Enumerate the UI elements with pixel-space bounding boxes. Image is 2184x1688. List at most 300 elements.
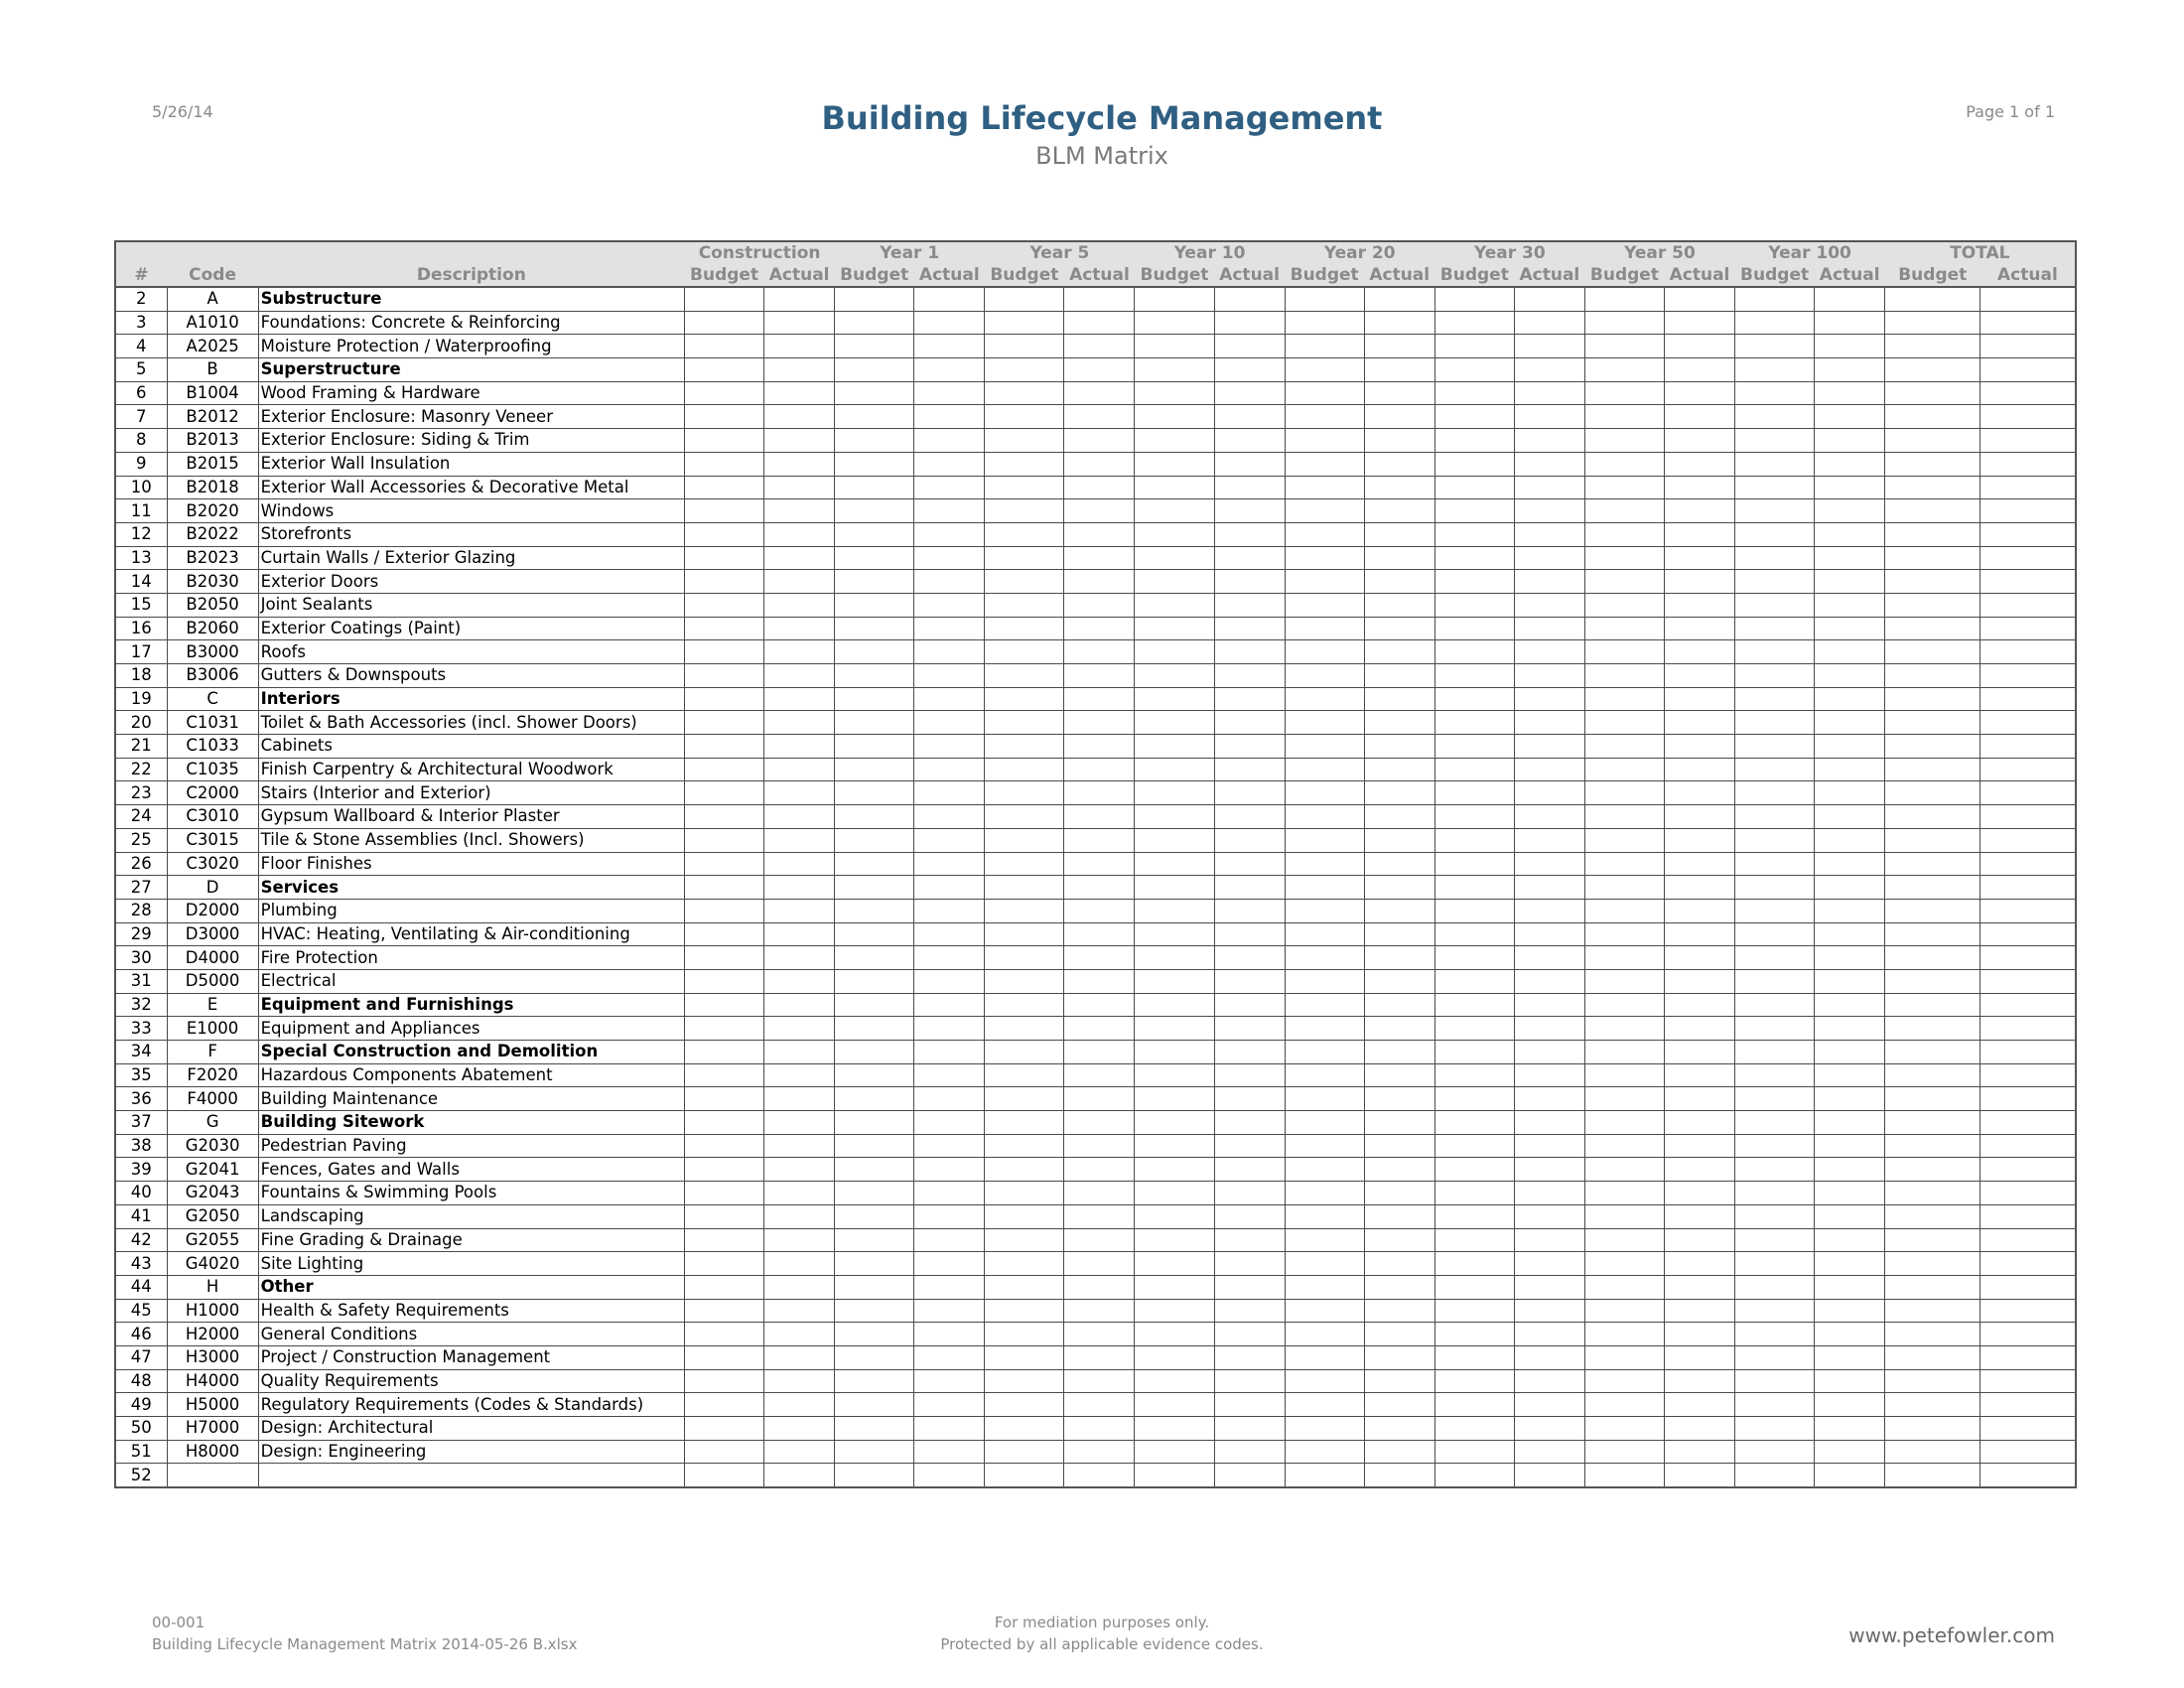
budget-cell [1735,546,1815,570]
actual-cell [1980,1041,2076,1064]
row-description: Regulatory Requirements (Codes & Standards) [258,1393,684,1417]
actual-cell [764,1345,835,1369]
row-description: Fine Grading & Drainage [258,1228,684,1252]
actual-cell [1980,335,2076,358]
actual-cell [1815,640,1885,664]
budget-cell [985,452,1064,476]
budget-cell [1434,876,1514,900]
row-code: B2012 [167,405,258,429]
actual-cell [1815,1158,1885,1182]
actual-cell [1664,1464,1734,1487]
column-header-budget: Budget [1885,264,1980,287]
actual-cell [1214,758,1285,781]
budget-cell [835,1323,914,1346]
budget-cell [985,1158,1064,1182]
budget-cell [985,1111,1064,1135]
budget-cell [1434,522,1514,546]
budget-cell [1735,781,1815,805]
actual-cell [764,1111,835,1135]
budget-cell [1285,1369,1364,1393]
actual-cell [764,781,835,805]
actual-cell [914,335,985,358]
budget-cell [1135,381,1214,405]
budget-cell [1735,1440,1815,1464]
actual-cell [1980,946,2076,970]
budget-cell [1584,358,1664,382]
actual-cell [1064,946,1135,970]
actual-cell [914,1323,985,1346]
row-number: 44 [115,1275,167,1299]
actual-cell [1664,522,1734,546]
actual-cell [1980,1252,2076,1276]
row-code: E [167,993,258,1017]
budget-cell [835,1252,914,1276]
actual-cell [914,876,985,900]
column-header-actual: Actual [1980,264,2076,287]
budget-cell [1135,405,1214,429]
budget-cell [1135,781,1214,805]
column-header-number: # [115,264,167,287]
budget-cell [835,1041,914,1064]
actual-cell [1214,640,1285,664]
budget-cell [1735,617,1815,640]
footer-website-link[interactable]: www.petefowler.com [1848,1623,2055,1647]
actual-cell [1064,287,1135,311]
actual-cell [764,381,835,405]
budget-cell [1735,1369,1815,1393]
actual-cell [764,499,835,523]
row-description: Fountains & Swimming Pools [258,1182,684,1205]
actual-cell [1064,570,1135,594]
row-number: 31 [115,969,167,993]
row-description: Services [258,876,684,900]
row-code: F2020 [167,1063,258,1087]
budget-cell [685,1299,764,1323]
actual-cell [1980,499,2076,523]
actual-cell [1664,405,1734,429]
budget-cell [1584,946,1664,970]
budget-cell [835,735,914,759]
table-row [115,570,2076,594]
column-group-header: TOTAL [1885,241,2076,264]
budget-cell [985,711,1064,735]
column-group-header: Construction [685,241,835,264]
budget-cell [685,405,764,429]
actual-cell [914,1158,985,1182]
actual-cell [1064,1228,1135,1252]
actual-cell [1214,1063,1285,1087]
actual-cell [914,1087,985,1111]
budget-cell [985,499,1064,523]
budget-cell [1885,1134,1980,1158]
actual-cell [1064,1299,1135,1323]
row-description: Joint Sealants [258,593,684,617]
actual-cell [1514,617,1584,640]
row-number: 3 [115,311,167,335]
actual-cell [1815,899,1885,922]
actual-cell [1815,1369,1885,1393]
actual-cell [1514,1017,1584,1041]
budget-cell [1885,1063,1980,1087]
budget-cell [1735,429,1815,453]
actual-cell [1815,1464,1885,1487]
column-header-budget: Budget [1735,264,1815,287]
column-group-header: Year 10 [1135,241,1285,264]
actual-cell [1514,1204,1584,1228]
actual-cell [1064,546,1135,570]
actual-cell [764,993,835,1017]
budget-cell [985,546,1064,570]
column-header-actual: Actual [1514,264,1584,287]
row-code: G [167,1111,258,1135]
budget-cell [1735,1252,1815,1276]
actual-cell [1514,1275,1584,1299]
actual-cell [1364,570,1434,594]
actual-cell [914,922,985,946]
budget-cell [835,1345,914,1369]
actual-cell [764,522,835,546]
actual-cell [1364,687,1434,711]
budget-cell [1135,1393,1214,1417]
table-row [115,405,2076,429]
budget-cell [1434,1345,1514,1369]
actual-cell [1980,781,2076,805]
actual-cell [1214,664,1285,688]
row-number: 48 [115,1369,167,1393]
row-code: G2055 [167,1228,258,1252]
row-code: E1000 [167,1017,258,1041]
budget-cell [1885,1111,1980,1135]
budget-cell [1735,1158,1815,1182]
budget-cell [1434,546,1514,570]
actual-cell [914,1440,985,1464]
budget-cell [1135,1063,1214,1087]
budget-cell [1584,335,1664,358]
actual-cell [1815,429,1885,453]
row-description: Building Maintenance [258,1087,684,1111]
budget-cell [1285,711,1364,735]
budget-cell [685,1464,764,1487]
actual-cell [1664,1369,1734,1393]
budget-cell [835,1017,914,1041]
budget-cell [1135,1041,1214,1064]
budget-cell [1434,922,1514,946]
budget-cell [1135,570,1214,594]
row-code: B1004 [167,381,258,405]
actual-cell [1815,1063,1885,1087]
budget-cell [1584,1158,1664,1182]
budget-cell [1285,499,1364,523]
budget-cell [1434,1182,1514,1205]
actual-cell [1214,828,1285,852]
table-row [115,1345,2076,1369]
header-spacer [258,241,684,264]
row-description [258,1464,684,1487]
budget-cell [685,1417,764,1441]
actual-cell [764,1275,835,1299]
actual-cell [1064,1345,1135,1369]
budget-cell [685,828,764,852]
budget-cell [835,1158,914,1182]
row-description: Exterior Enclosure: Siding & Trim [258,429,684,453]
budget-cell [1735,1111,1815,1135]
section-row [115,1275,2076,1299]
budget-cell [1434,287,1514,311]
budget-cell [1135,1417,1214,1441]
budget-cell [1885,899,1980,922]
budget-cell [1885,311,1980,335]
budget-cell [1885,287,1980,311]
budget-cell [1885,593,1980,617]
actual-cell [1064,1369,1135,1393]
row-code: C3015 [167,828,258,852]
row-code: B3000 [167,640,258,664]
actual-cell [1064,640,1135,664]
footer-notice-line1: For mediation purposes only. [994,1614,1210,1631]
row-number: 32 [115,993,167,1017]
actual-cell [1980,1464,2076,1487]
budget-cell [685,876,764,900]
row-description: Exterior Wall Accessories & Decorative Metal [258,476,684,499]
column-header-budget: Budget [1135,264,1214,287]
budget-cell [1434,1417,1514,1441]
actual-cell [1364,946,1434,970]
actual-cell [1364,1299,1434,1323]
table-row [115,1134,2076,1158]
budget-cell [985,1417,1064,1441]
section-row [115,358,2076,382]
budget-cell [1434,828,1514,852]
actual-cell [1364,1228,1434,1252]
row-number: 51 [115,1440,167,1464]
row-code: G2043 [167,1182,258,1205]
budget-cell [1135,1275,1214,1299]
actual-cell [1980,758,2076,781]
actual-cell [1064,1087,1135,1111]
budget-cell [1584,499,1664,523]
budget-cell [985,593,1064,617]
actual-cell [1980,617,2076,640]
actual-cell [1064,522,1135,546]
table-row [115,1182,2076,1205]
row-number: 33 [115,1017,167,1041]
budget-cell [835,570,914,594]
budget-cell [1735,758,1815,781]
budget-cell [1135,969,1214,993]
row-description: Landscaping [258,1204,684,1228]
budget-cell [1285,287,1364,311]
budget-cell [985,1017,1064,1041]
actual-cell [1815,711,1885,735]
budget-cell [1735,1417,1815,1441]
actual-cell [1664,570,1734,594]
budget-cell [1434,993,1514,1017]
actual-cell [1664,1204,1734,1228]
budget-cell [1434,1228,1514,1252]
actual-cell [1815,876,1885,900]
actual-cell [764,828,835,852]
budget-cell [1285,570,1364,594]
actual-cell [1364,640,1434,664]
actual-cell [1214,1182,1285,1205]
budget-cell [685,1204,764,1228]
actual-cell [764,758,835,781]
budget-cell [1885,522,1980,546]
actual-cell [914,522,985,546]
budget-cell [985,946,1064,970]
actual-cell [764,1417,835,1441]
budget-cell [1584,852,1664,876]
actual-cell [1364,1252,1434,1276]
actual-cell [914,1204,985,1228]
budget-cell [985,1087,1064,1111]
budget-cell [1434,405,1514,429]
actual-cell [764,640,835,664]
row-code: D2000 [167,899,258,922]
actual-cell [914,617,985,640]
actual-cell [1514,358,1584,382]
actual-cell [1064,1158,1135,1182]
budget-cell [1434,570,1514,594]
row-description: Quality Requirements [258,1369,684,1393]
actual-cell [1664,1228,1734,1252]
table-row [115,429,2076,453]
column-header-actual: Actual [1064,264,1135,287]
actual-cell [1364,969,1434,993]
table-row [115,735,2076,759]
table-row [115,381,2076,405]
budget-cell [1434,805,1514,829]
budget-cell [1584,781,1664,805]
actual-cell [1514,711,1584,735]
column-header-budget: Budget [985,264,1064,287]
actual-cell [764,805,835,829]
row-number: 21 [115,735,167,759]
budget-cell [1885,405,1980,429]
actual-cell [1064,358,1135,382]
column-header-budget: Budget [1285,264,1364,287]
budget-cell [1135,1299,1214,1323]
row-code: H5000 [167,1393,258,1417]
row-description: Gutters & Downspouts [258,664,684,688]
column-group-header: Year 1 [835,241,985,264]
actual-cell [1664,1017,1734,1041]
row-number: 35 [115,1063,167,1087]
table-row [115,499,2076,523]
budget-cell [1135,1204,1214,1228]
actual-cell [1514,1158,1584,1182]
budget-cell [835,499,914,523]
budget-cell [985,969,1064,993]
actual-cell [1364,1087,1434,1111]
row-number: 5 [115,358,167,382]
budget-cell [1434,593,1514,617]
actual-cell [1980,1393,2076,1417]
actual-cell [1214,922,1285,946]
budget-cell [1885,1369,1980,1393]
actual-cell [1514,1134,1584,1158]
actual-cell [1815,593,1885,617]
actual-cell [1980,358,2076,382]
row-code [167,1464,258,1487]
budget-cell [835,617,914,640]
budget-cell [1285,1204,1364,1228]
budget-cell [985,1041,1064,1064]
budget-cell [1135,617,1214,640]
actual-cell [914,1041,985,1064]
actual-cell [1064,335,1135,358]
row-code: B2015 [167,452,258,476]
actual-cell [1214,781,1285,805]
budget-cell [1735,735,1815,759]
budget-cell [1135,311,1214,335]
actual-cell [1514,593,1584,617]
actual-cell [1214,1393,1285,1417]
budget-cell [1885,1299,1980,1323]
actual-cell [1664,358,1734,382]
actual-cell [1514,828,1584,852]
budget-cell [1885,922,1980,946]
budget-cell [1735,993,1815,1017]
actual-cell [764,876,835,900]
actual-cell [1815,1299,1885,1323]
row-code: G2050 [167,1204,258,1228]
budget-cell [685,899,764,922]
actual-cell [914,499,985,523]
budget-cell [1735,381,1815,405]
actual-cell [1064,1323,1135,1346]
actual-cell [1064,1440,1135,1464]
actual-cell [1664,876,1734,900]
budget-cell [985,1063,1064,1087]
actual-cell [1514,687,1584,711]
actual-cell [1664,664,1734,688]
table-body [115,287,2076,1487]
budget-cell [835,1182,914,1205]
table-row [115,1252,2076,1276]
actual-cell [914,452,985,476]
actual-cell [1514,287,1584,311]
actual-cell [764,1228,835,1252]
budget-cell [1584,1393,1664,1417]
budget-cell [685,1393,764,1417]
budget-cell [685,1158,764,1182]
actual-cell [1214,1417,1285,1441]
actual-cell [1364,1017,1434,1041]
table-row [115,852,2076,876]
row-description: Equipment and Appliances [258,1017,684,1041]
budget-cell [835,1393,914,1417]
actual-cell [1364,828,1434,852]
actual-cell [1364,311,1434,335]
actual-cell [1980,546,2076,570]
actual-cell [1514,570,1584,594]
budget-cell [685,852,764,876]
actual-cell [1815,311,1885,335]
actual-cell [914,735,985,759]
actual-cell [1980,711,2076,735]
table-row [115,758,2076,781]
budget-cell [1885,1440,1980,1464]
row-code: C [167,687,258,711]
actual-cell [1980,1017,2076,1041]
actual-cell [1815,758,1885,781]
budget-cell [685,1275,764,1299]
row-description: Finish Carpentry & Architectural Woodwork [258,758,684,781]
budget-cell [1584,546,1664,570]
actual-cell [1514,1323,1584,1346]
actual-cell [1815,781,1885,805]
